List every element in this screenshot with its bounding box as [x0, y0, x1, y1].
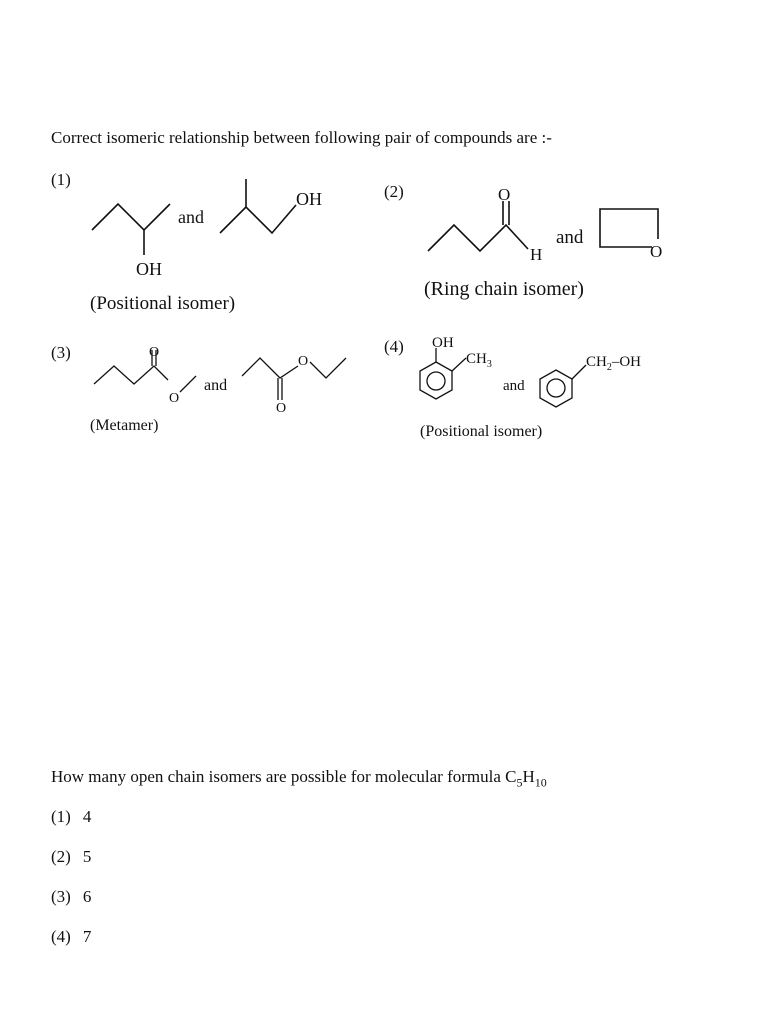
option-4-caption: (Positional isomer)	[420, 423, 543, 440]
option-3-number: (3)	[51, 343, 71, 362]
option-3-o-right: O	[298, 354, 309, 369]
option-3-caption: (Metamer)	[90, 417, 159, 434]
option-1-caption: (Positional isomer)	[90, 293, 236, 314]
option-1-number: (1)	[51, 170, 71, 189]
option-4-number: (4)	[384, 337, 404, 356]
question-1-text: Correct isomeric relationship between following pair of compounds are :-	[51, 128, 552, 147]
option-2-o: O	[498, 185, 511, 204]
option-4-structures	[414, 332, 684, 447]
option-2-caption: (Ring chain isomer)	[424, 278, 584, 300]
question-2-text: How many open chain isomers are possible for molecular formula $C_5H_{10}$	[51, 767, 547, 790]
option-1-oh-right: OH	[296, 189, 322, 209]
q2-option-4[interactable]: (4) 7	[51, 927, 92, 946]
q2-option-1[interactable]: (1) 4	[51, 807, 92, 826]
option-1-structures	[80, 175, 340, 325]
option-3-o-ester: O	[169, 391, 180, 406]
option-3-and: and	[204, 377, 228, 394]
option-2-and: and	[556, 227, 584, 248]
option-2-structures	[420, 185, 680, 305]
q2-option-3[interactable]: (3) 6	[51, 887, 92, 906]
option-3-o-top: O	[149, 345, 160, 360]
option-4-oh: OH	[432, 335, 454, 351]
option-2-h: H	[530, 245, 543, 264]
option-1-and: and	[178, 207, 204, 227]
option-4-and: and	[503, 378, 525, 394]
option-2-ring-o: O	[650, 242, 663, 261]
option-4-ch3: $CH_3$	[466, 351, 492, 370]
option-3-o-bottom: O	[276, 401, 287, 416]
q2-option-2[interactable]: (2) 5	[51, 847, 92, 866]
option-1-oh-left: OH	[136, 259, 162, 279]
option-3-structures	[88, 340, 358, 440]
option-4-ch2oh: $CH_2-OH$	[586, 354, 642, 373]
option-2-number: (2)	[384, 182, 404, 201]
